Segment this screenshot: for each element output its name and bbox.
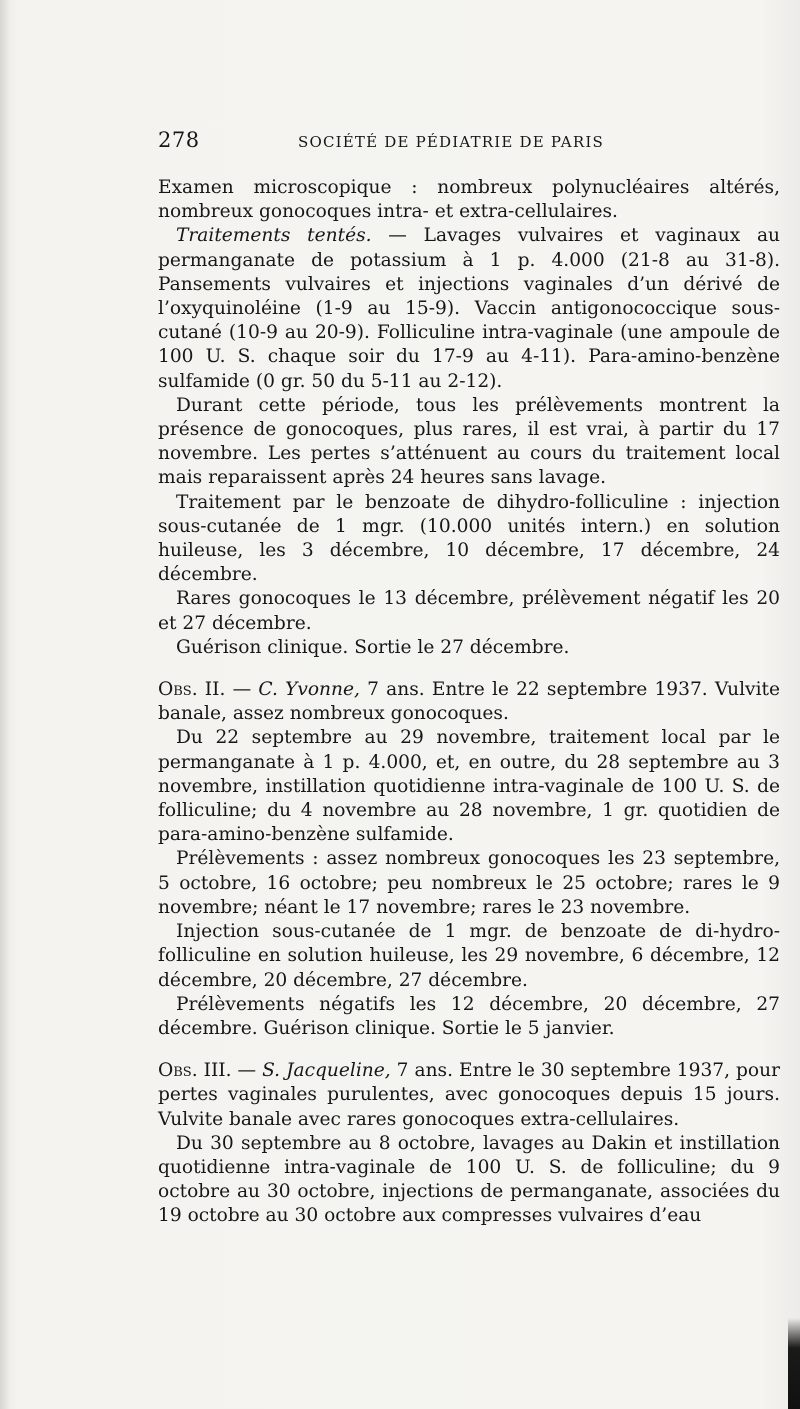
paragraph-observation-2-cure: Prélèvements négatifs les 12 décembre, 20 décembre, 27 décembre. Guérison clinique. Sortie le 5 janvier. (158, 993, 780, 1039)
paragraph-observation-2: Obs. II. — C. Yvonne, 7 ans. Entre le 22 septembre 1937. Vulvite banale, assez nombreux gonocoques. (158, 679, 780, 725)
paragraph-observation-3-treatment: Du 30 septembre au 8 octobre, lavages au Dakin et instillation quotidienne intra-vaginale de 100 U. S. de folliculine; du 9 octobre au 30 octobre, injections de permanganate, associées du 19 octobre au 30 octobre aux compresses vulvaires d’eau (158, 1132, 780, 1227)
page-content (158, 128, 780, 1229)
treatments-text: — Lavages vulvaires et vaginaux au permanganate de potassium à 1 p. 4.000 (21-8 au 31-8). Pansements vulvaires et injections vaginales d’un dérivé de l’oxyquinoléine (1-9 au 15-9). Vaccin antigonococcique sous-cutané (10-9 au 20-9). Folliculine intra-vaginale (une ampoule de 100 U. S. chaque soir du 17-9 au 4-11). Para-amino-benzène sulfamide (0 gr. 50 du 5-11 au 2-12). (158, 225, 781, 392)
paragraph-period-findings: Durant cette période, tous les prélèvements montrent la présence de gonocoques, plus rares, il est vrai, à partir du 17 novembre. Les pertes s’atténuent au cours du traitement local mais reparaissent après 24 heures sans lavage. (158, 394, 780, 489)
patient-name-2: C. Yvonne, (258, 679, 360, 701)
observation-2-text: 7 ans. Entre le 22 septembre 1937. Vulvite banale, assez nombreux gonocoques. (158, 679, 780, 725)
observation-label-2: Obs. II. (158, 679, 226, 701)
patient-name-3: S. Jacqueline, (262, 1060, 391, 1082)
paragraph-clinical-cure: Guérison clinique. Sortie le 27 décembre. (176, 636, 570, 658)
paragraph-treatments-attempted (158, 224, 780, 393)
paragraph-microscopic-exam: Examen microscopique : nombreux polynucléaires altérés, nombreux gonocoques intra- et extra-cellulaires. (158, 177, 780, 223)
page-header (158, 128, 780, 162)
running-title: SOCIÉTÉ DE PÉDIATRIE DE PARIS (298, 133, 604, 151)
paragraph-observation-2-samples: Prélèvements : assez nombreux gonocoques les 23 septembre, 5 octobre, 16 octobre; peu nombreux le 25 octobre; rares le 9 novembre; néant le 17 novembre; rares le 23 novembre. (158, 848, 780, 918)
paragraph-rare-gonococci: Rares gonocoques le 13 décembre, prélèvement négatif les 20 et 27 décembre. (158, 588, 780, 634)
paragraph-benzoate-treatment: Traitement par le benzoate de dihydro-folliculine : injection sous-cutanée de 1 mgr. (10.000 unités intern.) en solution huileuse, les 3 décembre, 10 décembre, 17 décembre, 24 décembre. (158, 491, 780, 586)
section-lead-treatments: Traitements tentés. (176, 225, 372, 247)
observation-3-text: 7 ans. Entre le 30 septembre 1937, pour pertes vaginales purulentes, avec gonocoques depuis 15 jours. Vulvite banale avec rares gonocoques extra-cellulaires. (158, 1060, 780, 1130)
observation-label-3: Obs. III. (158, 1060, 232, 1082)
paragraph-observation-2-injection: Injection sous-cutanée de 1 mgr. de benzoate de di-hydro-folliculine en solution huileuse, les 29 novembre, 6 décembre, 12 décembre, 20 décembre, 27 décembre. (158, 921, 780, 991)
paragraph-observation-3: Obs. III. — S. Jacqueline, 7 ans. Entre le 30 septembre 1937, pour pertes vaginales purulentes, avec gonocoques depuis 15 jours. Vulvite banale avec rares gonocoques extra-cellulaires. (158, 1060, 780, 1130)
paragraph-observation-2-treatment: Du 22 septembre au 29 novembre, traitement local par le permanganate à 1 p. 4.000, et, en outre, du 28 septembre au 3 novembre, instillation quotidienne intra-vaginale de 100 U. S. de folliculine; du 4 novembre au 28 novembre, 1 gr. quotidien de para-amino-benzène sulfamide. (158, 727, 780, 846)
page-gutter-shadow (0, 0, 10, 1409)
page-number: 278 (158, 128, 200, 152)
scan-edge-shadow (788, 1318, 800, 1409)
